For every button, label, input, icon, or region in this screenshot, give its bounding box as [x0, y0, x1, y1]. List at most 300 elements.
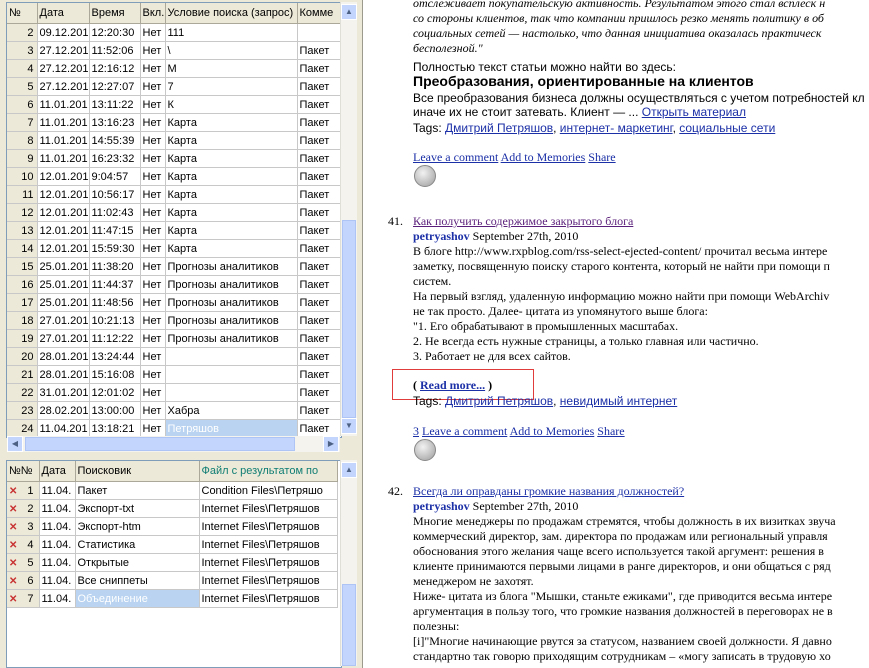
post-meta: [413, 499, 578, 514]
table-row[interactable]: [7, 518, 337, 536]
comment-cell[interactable]: Пакет: [297, 312, 342, 330]
read-more-line: [413, 378, 492, 393]
date-cell[interactable]: 11.04.: [39, 572, 75, 590]
share-gear-icon[interactable]: [414, 165, 436, 187]
row-number-cell[interactable]: 8: [7, 132, 37, 150]
scroll-left-arrow-icon[interactable]: ◀: [7, 436, 23, 452]
query-cell[interactable]: Карта: [165, 240, 297, 258]
row-number-cell[interactable]: [7, 500, 39, 518]
table-row[interactable]: [7, 132, 342, 150]
row-number-cell[interactable]: 4: [7, 60, 37, 78]
comment-cell[interactable]: [297, 24, 342, 42]
time-cell[interactable]: 11:02:43: [89, 204, 140, 222]
column-header-enabled[interactable]: Вкл.: [140, 3, 165, 24]
query-cell[interactable]: [165, 348, 297, 366]
enabled-cell[interactable]: Нет: [140, 330, 165, 348]
post-body-line: менеджером не захотят.: [413, 574, 534, 588]
date-cell[interactable]: 31.01.201: [37, 384, 89, 402]
comment-cell[interactable]: Пакет: [297, 276, 342, 294]
query-cell[interactable]: Карта: [165, 150, 297, 168]
row-number: 6: [27, 574, 34, 587]
time-cell[interactable]: 10:56:17: [89, 186, 140, 204]
engine-cell[interactable]: Экспорт-htm: [75, 518, 199, 536]
time-cell[interactable]: 9:04:57: [89, 168, 140, 186]
read-more-link[interactable]: Read more...: [420, 378, 486, 392]
intro-line: отслеживает покупательскую активность. Результатом этого стал всплеск н: [413, 0, 826, 10]
row-number-cell[interactable]: 5: [7, 78, 37, 96]
query-cell[interactable]: М: [165, 60, 297, 78]
date-cell[interactable]: 11.01.201: [37, 96, 89, 114]
date-cell[interactable]: 28.02.201: [37, 402, 89, 420]
comment-cell[interactable]: Пакет: [297, 420, 342, 438]
table-row[interactable]: [7, 168, 342, 186]
column-header-query[interactable]: Условие поиска (запрос): [165, 3, 297, 24]
row-number-cell[interactable]: 7: [7, 114, 37, 132]
enabled-cell[interactable]: Нет: [140, 60, 165, 78]
table-row[interactable]: [7, 294, 342, 312]
query-cell[interactable]: [165, 366, 297, 384]
date-cell[interactable]: 12.01.201: [37, 168, 89, 186]
date-cell[interactable]: 27.12.201: [37, 60, 89, 78]
blog-content-pane[interactable]: [362, 0, 869, 668]
enabled-cell[interactable]: Нет: [140, 240, 165, 258]
time-cell[interactable]: 11:38:20: [89, 258, 140, 276]
tags-line: Tags: Дмитрий Петряшов, интернет- маркетинг, социальные сети: [413, 121, 776, 135]
row-number-cell[interactable]: [7, 518, 39, 536]
tag-link[interactable]: Дмитрий Петряшов: [445, 394, 554, 408]
row-number-cell[interactable]: 13: [7, 222, 37, 240]
table-row[interactable]: [7, 276, 342, 294]
query-cell[interactable]: Карта: [165, 186, 297, 204]
enabled-cell[interactable]: Нет: [140, 204, 165, 222]
table-row[interactable]: [7, 240, 342, 258]
query-cell[interactable]: Прогнозы аналитиков: [165, 258, 297, 276]
query-cell[interactable]: 111: [165, 24, 297, 42]
table-row[interactable]: [7, 482, 337, 500]
post-body-line: не так просто. Далее- цитата из упомянутого выше блога:: [413, 304, 708, 318]
comment-cell[interactable]: Пакет: [297, 132, 342, 150]
post-body-line: заметку, посвященную поиску старого контента, который не найти при помощи п: [413, 259, 830, 273]
post-number: 42.: [388, 484, 403, 498]
enabled-cell[interactable]: Нет: [140, 276, 165, 294]
date-cell[interactable]: 11.01.201: [37, 150, 89, 168]
comment-cell[interactable]: Пакет: [297, 60, 342, 78]
scrollbar-thumb[interactable]: [342, 220, 356, 418]
column-header-number[interactable]: №: [7, 3, 37, 24]
row-number: 2: [27, 502, 34, 515]
engine-cell[interactable]: Статистика: [75, 536, 199, 554]
scroll-up-arrow-icon[interactable]: ▲: [341, 4, 357, 20]
search-queries-grid[interactable]: [6, 2, 342, 438]
comment-cell[interactable]: Пакет: [297, 150, 342, 168]
table-row[interactable]: [7, 312, 342, 330]
scroll-right-arrow-icon[interactable]: ▶: [323, 436, 339, 452]
column-header-engine[interactable]: Поисковик: [75, 461, 199, 482]
row-number-cell[interactable]: [7, 536, 39, 554]
enabled-cell[interactable]: Нет: [140, 294, 165, 312]
table-row[interactable]: [7, 500, 337, 518]
row-number-cell[interactable]: 21: [7, 366, 37, 384]
row-number: 5: [27, 556, 34, 569]
comment-cell[interactable]: Пакет: [297, 204, 342, 222]
date-cell[interactable]: 12.01.201: [37, 222, 89, 240]
enabled-cell[interactable]: Нет: [140, 186, 165, 204]
enabled-cell[interactable]: Нет: [140, 366, 165, 384]
query-cell[interactable]: Карта: [165, 132, 297, 150]
engine-cell[interactable]: Экспорт-txt: [75, 500, 199, 518]
date-cell[interactable]: 11.01.201: [37, 132, 89, 150]
post-body-line: [i]"Многие начинающие рвутся за статусом, названием своей должности. Я давно: [413, 634, 832, 648]
bottom-grid-header: [7, 461, 337, 482]
post-body-line: коммерческий директор, зам. директора по продажам или региональный управля: [413, 529, 828, 543]
column-header-comment[interactable]: Комме: [297, 3, 342, 24]
results-grid[interactable]: [6, 460, 342, 668]
query-cell[interactable]: Прогнозы аналитиков: [165, 294, 297, 312]
row-number-cell[interactable]: 12: [7, 204, 37, 222]
comment-cell[interactable]: Пакет: [297, 258, 342, 276]
time-cell[interactable]: 13:11:22: [89, 96, 140, 114]
row-number-cell[interactable]: 14: [7, 240, 37, 258]
row-number-cell[interactable]: 20: [7, 348, 37, 366]
date-cell[interactable]: 12.01.201: [37, 240, 89, 258]
tag-link[interactable]: интернет- маркетинг: [559, 121, 673, 135]
row-number-cell[interactable]: 15: [7, 258, 37, 276]
time-cell[interactable]: 11:12:22: [89, 330, 140, 348]
column-header-result-file[interactable]: Файл с результатом по: [199, 461, 337, 482]
table-row[interactable]: [7, 42, 342, 60]
leave-comment-link[interactable]: Leave a comment: [422, 424, 508, 438]
row-number-cell[interactable]: 9: [7, 150, 37, 168]
enabled-cell[interactable]: Нет: [140, 384, 165, 402]
error-x-icon: ✕: [9, 539, 18, 551]
top-grid-vertical-scrollbar[interactable]: [340, 2, 357, 436]
table-row[interactable]: [7, 420, 342, 438]
engine-cell[interactable]: Все сниппеты: [75, 572, 199, 590]
comment-cell[interactable]: Пакет: [297, 294, 342, 312]
column-header-date[interactable]: Дата: [39, 461, 75, 482]
row-number-cell[interactable]: 16: [7, 276, 37, 294]
intro-line: бесполезной.": [413, 41, 483, 55]
query-cell[interactable]: Карта: [165, 204, 297, 222]
row-number-cell[interactable]: 11: [7, 186, 37, 204]
date-cell[interactable]: 11.01.201: [37, 114, 89, 132]
date-cell[interactable]: 12.01.201: [37, 186, 89, 204]
error-x-icon: ✕: [9, 593, 18, 605]
date-cell[interactable]: 12.01.201: [37, 204, 89, 222]
enabled-cell[interactable]: Нет: [140, 222, 165, 240]
date-cell[interactable]: 25.01.201: [37, 294, 89, 312]
comment-cell[interactable]: Пакет: [297, 348, 342, 366]
post-number: 41.: [388, 214, 403, 228]
enabled-cell[interactable]: Нет: [140, 348, 165, 366]
query-cell[interactable]: Прогнозы аналитиков: [165, 312, 297, 330]
row-number-cell[interactable]: 2: [7, 24, 37, 42]
post-body-line: 2. Не всегда есть нужные страницы, а только главная или частично.: [413, 334, 759, 348]
comment-cell[interactable]: Пакет: [297, 240, 342, 258]
intro-paragraph: [413, 0, 825, 56]
date-cell[interactable]: 11.04.201: [37, 420, 89, 438]
post-title[interactable]: Всегда ли оправданы громкие названия должностей?: [413, 484, 685, 498]
error-x-icon: ✕: [9, 485, 18, 497]
row-number-cell[interactable]: 24: [7, 420, 37, 438]
result-file-cell[interactable]: Internet Files\Петряшов: [199, 518, 337, 536]
date-cell[interactable]: 27.01.201: [37, 330, 89, 348]
time-cell[interactable]: 12:20:30: [89, 24, 140, 42]
paragraph-line: [413, 105, 865, 119]
intro-line: со стороны клиентов, так что компании пришлось резко менять политику в об: [413, 11, 824, 25]
date-cell[interactable]: 28.01.201: [37, 366, 89, 384]
query-cell[interactable]: Прогнозы аналитиков: [165, 276, 297, 294]
column-header-time[interactable]: Время: [89, 3, 140, 24]
comment-count-link[interactable]: 3: [413, 424, 419, 438]
enabled-cell[interactable]: Нет: [140, 402, 165, 420]
table-row[interactable]: [7, 384, 342, 402]
comment-cell[interactable]: Пакет: [297, 96, 342, 114]
enabled-cell[interactable]: Нет: [140, 258, 165, 276]
time-cell[interactable]: 11:44:37: [89, 276, 140, 294]
result-file-cell[interactable]: Internet Files\Петряшов: [199, 572, 337, 590]
time-cell[interactable]: 15:16:08: [89, 366, 140, 384]
row-number-cell[interactable]: 23: [7, 402, 37, 420]
result-file-cell[interactable]: Internet Files\Петряшов: [199, 536, 337, 554]
error-x-icon: ✕: [9, 557, 18, 569]
table-row[interactable]: [7, 24, 342, 42]
date-cell[interactable]: 11.04.: [39, 590, 75, 608]
query-cell[interactable]: К: [165, 96, 297, 114]
engine-cell[interactable]: Объединение: [75, 590, 199, 608]
time-cell[interactable]: 13:16:23: [89, 114, 140, 132]
row-number-cell[interactable]: [7, 572, 39, 590]
time-cell[interactable]: 11:52:06: [89, 42, 140, 60]
row-number-cell[interactable]: 6: [7, 96, 37, 114]
query-cell[interactable]: Петряшов: [165, 420, 297, 438]
table-row[interactable]: [7, 590, 337, 608]
table-row[interactable]: [7, 78, 342, 96]
post-body-line: аргументация в пользу того, что громкие названия должностей в переговорах не в: [413, 604, 833, 618]
row-number-cell[interactable]: 3: [7, 42, 37, 60]
column-header-date[interactable]: Дата: [37, 3, 89, 24]
post-actions: [413, 150, 616, 165]
post-body-line: В блоге http://www.rxpblog.com/rss-select-ejected-content/ прочитал весьма интере: [413, 244, 828, 258]
article-heading: Преобразования, ориентированные на клиентов: [413, 73, 754, 89]
open-material-link[interactable]: Открыть материал: [641, 105, 746, 119]
engine-cell[interactable]: Пакет: [75, 482, 199, 500]
post-date: September 27th, 2010: [472, 229, 579, 243]
table-row[interactable]: [7, 150, 342, 168]
enabled-cell[interactable]: Нет: [140, 312, 165, 330]
tag-link[interactable]: Дмитрий Петряшов: [445, 121, 554, 135]
column-header-number[interactable]: №№: [7, 461, 39, 482]
enabled-cell[interactable]: Нет: [140, 96, 165, 114]
add-to-memories-link[interactable]: Add to Memories: [509, 424, 595, 438]
comment-cell[interactable]: Пакет: [297, 168, 342, 186]
time-cell[interactable]: 11:47:15: [89, 222, 140, 240]
date-cell[interactable]: 28.01.201: [37, 348, 89, 366]
query-cell[interactable]: [165, 384, 297, 402]
table-row[interactable]: [7, 222, 342, 240]
post-body-line: "1. Его обрабатывают в промышленных масштабах.: [413, 319, 679, 333]
comment-cell[interactable]: Пакет: [297, 384, 342, 402]
comment-cell[interactable]: Пакет: [297, 222, 342, 240]
paren-open: (: [413, 378, 420, 392]
tags-line: Tags: Дмитрий Петряшов, невидимый интернет: [413, 394, 678, 408]
time-cell[interactable]: 15:59:30: [89, 240, 140, 258]
date-cell[interactable]: 11.04.: [39, 482, 75, 500]
paragraph-text: иначе их не стоит затевать. Клиент — ...: [413, 105, 642, 119]
query-cell[interactable]: Прогнозы аналитиков: [165, 330, 297, 348]
post-meta: [413, 229, 578, 244]
query-cell[interactable]: Карта: [165, 168, 297, 186]
row-number: 3: [27, 520, 34, 533]
table-row[interactable]: [7, 554, 337, 572]
leave-comment-link[interactable]: Leave a comment: [413, 150, 499, 164]
query-cell[interactable]: Хабра: [165, 402, 297, 420]
post-body-line: систем.: [413, 274, 452, 288]
date-cell[interactable]: 11.04.: [39, 554, 75, 572]
time-cell[interactable]: 13:18:21: [89, 420, 140, 438]
query-cell[interactable]: \: [165, 42, 297, 60]
comment-cell[interactable]: Пакет: [297, 330, 342, 348]
engine-cell[interactable]: Открытые: [75, 554, 199, 572]
result-file-cell[interactable]: Internet Files\Петряшов: [199, 590, 337, 608]
enabled-cell[interactable]: Нет: [140, 168, 165, 186]
post-body: [413, 514, 836, 664]
time-cell[interactable]: 16:23:32: [89, 150, 140, 168]
error-x-icon: ✕: [9, 575, 18, 587]
enabled-cell[interactable]: Нет: [140, 78, 165, 96]
row-number-cell[interactable]: [7, 590, 39, 608]
time-cell[interactable]: 14:55:39: [89, 132, 140, 150]
scrollbar-thumb[interactable]: [342, 584, 356, 666]
tag-link[interactable]: невидимый интернет: [559, 394, 678, 408]
table-row[interactable]: [7, 402, 342, 420]
enabled-cell[interactable]: Нет: [140, 420, 165, 438]
share-gear-icon[interactable]: [414, 439, 436, 461]
time-cell[interactable]: 13:00:00: [89, 402, 140, 420]
error-x-icon: ✕: [9, 503, 18, 515]
enabled-cell[interactable]: Нет: [140, 24, 165, 42]
table-row[interactable]: [7, 204, 342, 222]
time-cell[interactable]: 10:21:13: [89, 312, 140, 330]
post-body-line: 3. Работает не для всех сайтов.: [413, 349, 571, 363]
date-cell[interactable]: 27.12.201: [37, 78, 89, 96]
row-number-cell[interactable]: 22: [7, 384, 37, 402]
post-title-link[interactable]: [413, 484, 684, 499]
scroll-up-arrow-icon[interactable]: ▲: [341, 462, 357, 478]
tag-link[interactable]: социальные сети: [679, 121, 776, 135]
table-row[interactable]: [7, 366, 342, 384]
date-cell[interactable]: 09.12.201: [37, 24, 89, 42]
tags-label: Tags:: [413, 394, 446, 408]
row-number-cell[interactable]: 17: [7, 294, 37, 312]
tags-label: Tags:: [413, 121, 446, 135]
share-link[interactable]: Share: [588, 150, 616, 164]
author-link[interactable]: petryashov: [413, 229, 470, 243]
enabled-cell[interactable]: Нет: [140, 114, 165, 132]
post-body-line: стандартно так говорю приходящим сотрудникам – «могу записать в трудовую хо: [413, 649, 831, 663]
time-cell[interactable]: 12:16:12: [89, 60, 140, 78]
post-title[interactable]: Как получить содержимое закрытого блога: [413, 214, 634, 228]
query-cell[interactable]: Карта: [165, 222, 297, 240]
post-date: September 27th, 2010: [472, 499, 579, 513]
date-cell[interactable]: 11.04.: [39, 518, 75, 536]
comment-cell[interactable]: Пакет: [297, 186, 342, 204]
post-body-line: На первый взгляд, удаленную информацию можно найти при помощи WebArchiv: [413, 289, 830, 303]
scroll-down-arrow-icon[interactable]: ▼: [341, 418, 357, 434]
table-row[interactable]: [7, 572, 337, 590]
date-cell[interactable]: 25.01.201: [37, 276, 89, 294]
date-cell[interactable]: 27.01.201: [37, 312, 89, 330]
row-number: 1: [27, 484, 34, 497]
comment-cell[interactable]: Пакет: [297, 78, 342, 96]
time-cell[interactable]: 13:24:44: [89, 348, 140, 366]
row-number-cell[interactable]: 18: [7, 312, 37, 330]
date-cell[interactable]: 25.01.201: [37, 258, 89, 276]
comment-cell[interactable]: Пакет: [297, 42, 342, 60]
result-file-cell[interactable]: Internet Files\Петряшов: [199, 500, 337, 518]
query-cell[interactable]: 7: [165, 78, 297, 96]
comment-cell[interactable]: Пакет: [297, 402, 342, 420]
horizontal-scrollbar-thumb[interactable]: [25, 437, 295, 451]
result-file-cell[interactable]: Condition Files\Петряшо: [199, 482, 337, 500]
results-grid-vertical-scrollbar[interactable]: [340, 460, 357, 666]
table-row[interactable]: [7, 60, 342, 78]
comment-cell[interactable]: Пакет: [297, 114, 342, 132]
row-number-cell[interactable]: 19: [7, 330, 37, 348]
table-row[interactable]: [7, 186, 342, 204]
share-link[interactable]: Share: [597, 424, 625, 438]
table-row[interactable]: [7, 96, 342, 114]
post-body-line: Ниже- цитата из блога "Мышки, станьте ежиками", где приводится весьма интере: [413, 589, 833, 603]
table-row[interactable]: [7, 258, 342, 276]
query-cell[interactable]: Карта: [165, 114, 297, 132]
post-title-link[interactable]: [413, 214, 633, 229]
add-to-memories-link[interactable]: Add to Memories: [500, 150, 586, 164]
top-grid-horizontal-scrollbar[interactable]: [7, 436, 340, 452]
enabled-cell[interactable]: Нет: [140, 132, 165, 150]
row-number-cell[interactable]: [7, 482, 39, 500]
full-text-line: Полностью текст статьи можно найти во здесь:: [413, 60, 676, 74]
comment-cell[interactable]: Пакет: [297, 366, 342, 384]
date-cell[interactable]: 11.04.: [39, 536, 75, 554]
left-pane: [0, 0, 358, 668]
table-row[interactable]: [7, 536, 337, 554]
table-row[interactable]: [7, 330, 342, 348]
row-number-cell[interactable]: 10: [7, 168, 37, 186]
enabled-cell[interactable]: Нет: [140, 150, 165, 168]
row-number: 4: [27, 538, 34, 551]
paragraph-line: Все преобразования бизнеса должны осуществляться с учетом потребностей кл: [413, 91, 865, 105]
enabled-cell[interactable]: Нет: [140, 42, 165, 60]
row-number: 7: [27, 592, 34, 605]
table-row[interactable]: [7, 114, 342, 132]
author-link[interactable]: petryashov: [413, 499, 470, 513]
date-cell[interactable]: 11.04.: [39, 500, 75, 518]
row-number-cell[interactable]: [7, 554, 39, 572]
time-cell[interactable]: 11:48:56: [89, 294, 140, 312]
error-x-icon: ✕: [9, 521, 18, 533]
paren-close: ): [485, 378, 493, 392]
post-body: [413, 244, 830, 364]
article-paragraph: [413, 91, 865, 119]
post-body-line: Многие менеджеры по продажам стремятся, чтобы должность в их визитках звуча: [413, 514, 836, 528]
date-cell[interactable]: 27.12.201: [37, 42, 89, 60]
table-row[interactable]: [7, 348, 342, 366]
time-cell[interactable]: 12:01:02: [89, 384, 140, 402]
post-body-line: обоснования этого желания чаще всего используется такой аргумент: решения в: [413, 544, 824, 558]
result-file-cell[interactable]: Internet Files\Петряшов: [199, 554, 337, 572]
time-cell[interactable]: 12:27:07: [89, 78, 140, 96]
